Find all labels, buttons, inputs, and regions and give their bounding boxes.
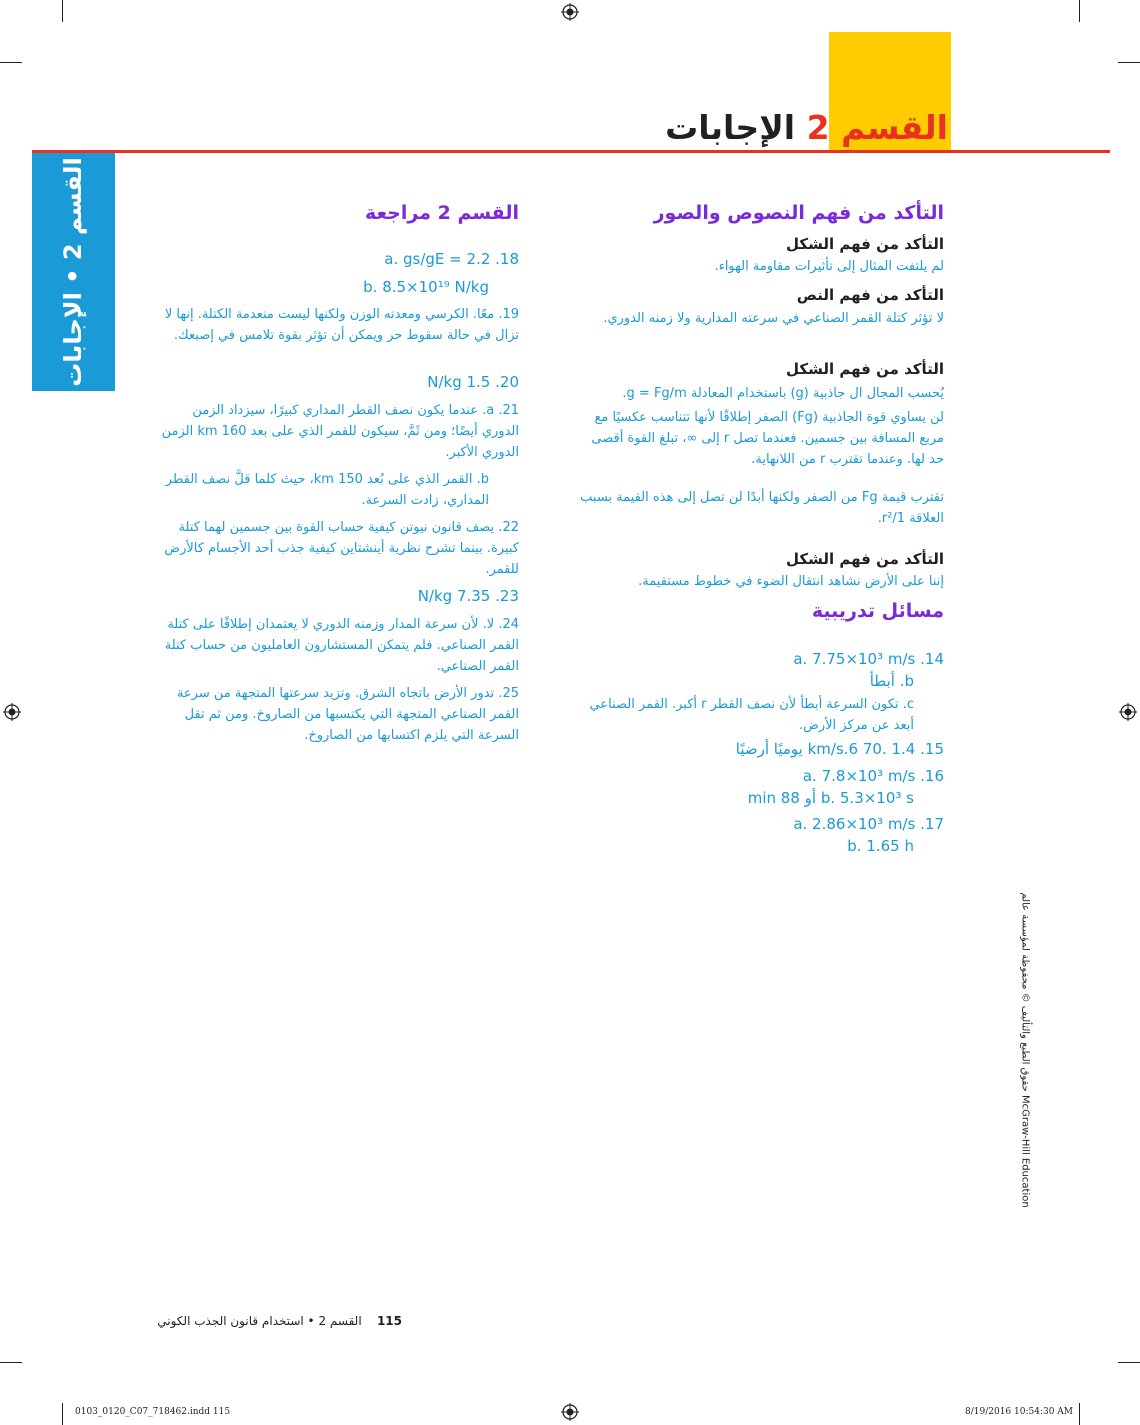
answer-text: لن يساوي قوة الجاذبية (Fg) الصفر إطلاقًا لأنها تتناسب عكسيًا مع مربع المسافة بين جسمين. فعندما تصل r إلى ∞، تبلغ القوة أقصى حد لها. وعندما تقترب r من اللانهاية. (591, 410, 944, 467)
header-rule (32, 150, 1110, 153)
answer-text: إننا على الأرض نشاهد انتقال الضوء في خطوط مستقيمة. (638, 574, 944, 589)
answer-item: 16. a. 7.8×10³ m/s (802, 767, 944, 785)
page-number: 115 (376, 1314, 402, 1328)
answer-text: تقترب قيمة Fg من الصفر ولكنها أبدًا لن تصل إلى هذه القيمة بسبب العلاقة 1/r². (580, 490, 944, 526)
subsection-title: التأكد من فهم النص (796, 286, 944, 304)
page-title: القسم 2 الإجابات (665, 108, 948, 147)
section-heading: التأكد من فهم النصوص والصور (653, 202, 944, 224)
answer-item: b. أبطأ (869, 672, 914, 690)
copyright-notice: حقوق الطبع والتأليف © محفوظة لمؤسسة عالم McGraw-Hill Education (1019, 892, 1031, 1208)
answer-item: b. 1.65 h (847, 837, 914, 855)
registration-mark-icon (561, 1403, 579, 1421)
sidebar-label: القسم 2 • الإجابات (59, 157, 87, 387)
slug-file: 0103_0120_C07_718462.indd 115 (75, 1407, 231, 1417)
registration-mark-icon (561, 3, 579, 21)
answer-item: 23. 7.35 N/kg (417, 587, 519, 605)
answer-text: يُحسب المجال ال جاذبية (g) باستخدام المعادلة g = Fg/m. (622, 386, 944, 401)
answer-item: 14. a. 7.75×10³ m/s (793, 650, 944, 668)
crop-mark (1079, 0, 1080, 22)
answer-item: 17. a. 2.86×10³ m/s (793, 815, 944, 833)
footer-text (157, 1314, 402, 1328)
registration-mark-icon (3, 703, 21, 721)
answer-item: b. 8.5×10¹⁹ N/kg (363, 278, 489, 296)
subsection-title: التأكد من فهم الشكل (785, 360, 944, 378)
section-heading: مسائل تدريبية (811, 600, 944, 622)
answer-item: 25. تدور الأرض باتجاه الشرق. وتزيد سرعتها المتجهة من سرعة القمر الصناعي المتجهة التي يكتسبها من الصاروخ. ومن ثم تقل السرعة التي يلزم اكتسابها من الصاروخ. (176, 686, 519, 743)
registration-mark-icon (1119, 703, 1137, 721)
answer-item: c. تكون السرعة أبطأ لأن نصف القطر r أكبر. القمر الصناعي أبعد عن مركز الأرض. (589, 697, 914, 733)
answer-text: لم يلتفت المثال إلى تأثيرات مقاومة الهواء. (714, 259, 944, 274)
crop-mark (1118, 62, 1140, 63)
answer-item: b. القمر الذي على بُعد 150 km، حيث كلما قلَّ نصف القطر المداري، زادت السرعة. (165, 472, 489, 508)
footer-caption: القسم 2 • استخدام قانون الجذب الكوني (157, 1314, 362, 1328)
answer-item: 22. يصف قانون نيوتن كيفية حساب القوة بين جسمين لهما كتلة كبيرة. بينما تشرح نظرية أينشتاين كيفية جذب أحد الأجسام كالأرض للقمر. (164, 520, 519, 577)
slug-date: 8/19/2016 10:54:30 AM (965, 1407, 1074, 1417)
answer-item: 21. a. عندما يكون نصف القطر المداري كبيرًا، سيزداد الزمن الدوري أيضًا؛ ومن ثَمَّ، سيكون للقمر الذي على بعد 160 km الزمن الدوري الأكبر. (161, 403, 519, 460)
answer-item: 20. 1.5 N/kg (427, 373, 519, 391)
subsection-title: التأكد من فهم الشكل (785, 235, 944, 253)
answer-item: 19. معًا. الكرسي ومعدته الوزن ولكنها ليست منعدمة الكتلة. إنها لا تزال في حالة سقوط حر ويمكن أن تؤثر بقوة تلامس في إصبعك. (164, 307, 519, 343)
crop-mark (0, 1362, 22, 1363)
section-heading: القسم 2 مراجعة (364, 202, 519, 224)
answer-item: b. 5.3×10³ s أو 88 min (747, 789, 914, 807)
crop-mark (0, 62, 22, 63)
subsection-title: التأكد من فهم الشكل (785, 550, 944, 568)
answer-item: 18. a. gs/gE = 2.2 (384, 250, 519, 268)
crop-mark (1079, 1403, 1080, 1425)
answer-item: 15. 1.4 .70 km/s.6 يوميًا أرضيًا (735, 740, 944, 758)
answer-item: 24. لا. لأن سرعة المدار وزمنه الدوري لا يعتمدان إطلاقًا على كتلة القمر الصناعي. فلم يتمكن المستشارون العامليون من حساب كتلة القمر الصناعي. (164, 617, 519, 674)
crop-mark (62, 1403, 63, 1425)
answer-text: لا تؤثر كتلة القمر الصناعي في سرعته المدارية ولا زمنه الدوري. (603, 311, 944, 326)
crop-mark (62, 0, 63, 22)
crop-mark (1118, 1362, 1140, 1363)
